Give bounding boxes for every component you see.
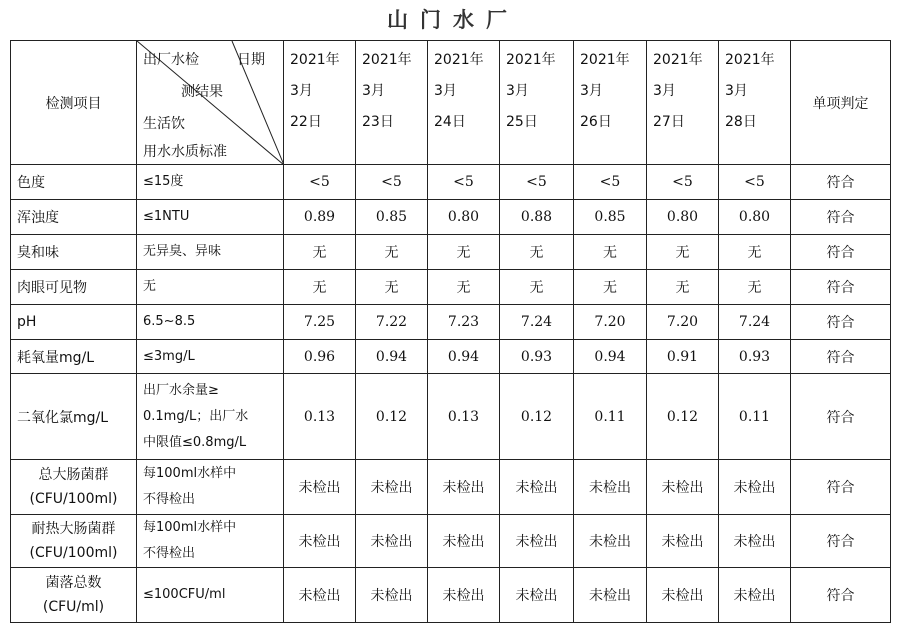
value-cell: 未检出 xyxy=(500,568,574,623)
value-cell: 未检出 xyxy=(356,460,428,515)
item-cell: 二氧化氯mg/L xyxy=(11,374,137,460)
value-cell: 未检出 xyxy=(284,460,356,515)
value-cell: 0.11 xyxy=(719,374,791,460)
value-cell: <5 xyxy=(356,165,428,200)
value-cell: 无 xyxy=(284,235,356,270)
value-cell: 7.24 xyxy=(500,305,574,340)
value-cell: <5 xyxy=(500,165,574,200)
diag-bottom-2: 用水水质标准 xyxy=(143,144,227,160)
date-col-3: 2021年 3月 25日 xyxy=(500,41,574,165)
judge-cell: 符合 xyxy=(791,270,891,305)
value-cell: 未检出 xyxy=(574,515,647,568)
value-cell: 0.88 xyxy=(500,200,574,235)
item-cell: 菌落总数 (CFU/ml) xyxy=(11,568,137,623)
header-diagonal-cell xyxy=(137,41,284,165)
value-cell: 未检出 xyxy=(647,568,719,623)
value-cell: 未检出 xyxy=(428,460,500,515)
value-cell: 未检出 xyxy=(719,460,791,515)
item-cell: 耗氧量mg/L xyxy=(11,340,137,374)
standard-cell: 无 xyxy=(137,270,284,305)
value-cell: <5 xyxy=(574,165,647,200)
item-cell: 总大肠菌群 (CFU/100ml) xyxy=(11,460,137,515)
judge-cell: 符合 xyxy=(791,165,891,200)
value-cell: 0.13 xyxy=(428,374,500,460)
diag-mid: 测结果 xyxy=(181,84,223,100)
value-cell: 无 xyxy=(284,270,356,305)
value-cell: 无 xyxy=(647,235,719,270)
value-cell: 0.89 xyxy=(284,200,356,235)
value-cell: 7.23 xyxy=(428,305,500,340)
value-cell: 7.20 xyxy=(647,305,719,340)
standard-cell: ≤3mg/L xyxy=(137,340,284,374)
value-cell: 无 xyxy=(647,270,719,305)
standard-cell: ≤100CFU/ml xyxy=(137,568,284,623)
value-cell: 无 xyxy=(719,235,791,270)
value-cell: 未检出 xyxy=(647,515,719,568)
diag-top-right: 日期 xyxy=(237,52,265,68)
value-cell: 未检出 xyxy=(356,568,428,623)
date-col-6: 2021年 3月 28日 xyxy=(719,41,791,165)
value-cell: 未检出 xyxy=(500,460,574,515)
standard-cell: ≤15度 xyxy=(137,165,284,200)
page-title: 山门水厂 xyxy=(387,8,519,32)
judge-cell: 符合 xyxy=(791,200,891,235)
value-cell: 0.94 xyxy=(428,340,500,374)
table-row xyxy=(11,460,891,515)
value-cell: 7.25 xyxy=(284,305,356,340)
standard-cell: 出厂水余量≥ 0.1mg/L；出厂水 中限值≤0.8mg/L xyxy=(137,374,284,460)
diag-top-left: 出厂水检 xyxy=(143,52,199,68)
judge-cell: 符合 xyxy=(791,305,891,340)
value-cell: 未检出 xyxy=(719,568,791,623)
value-cell: 7.22 xyxy=(356,305,428,340)
value-cell: 未检出 xyxy=(428,568,500,623)
judge-cell: 符合 xyxy=(791,340,891,374)
date-col-1: 2021年 3月 23日 xyxy=(356,41,428,165)
value-cell: 无 xyxy=(719,270,791,305)
value-cell: <5 xyxy=(719,165,791,200)
value-cell: 无 xyxy=(356,235,428,270)
value-cell: 无 xyxy=(574,270,647,305)
date-col-5: 2021年 3月 27日 xyxy=(647,41,719,165)
standard-cell: 6.5~8.5 xyxy=(137,305,284,340)
table-row xyxy=(11,374,891,460)
item-cell: 色度 xyxy=(11,165,137,200)
header-row xyxy=(11,41,891,165)
value-cell: 0.96 xyxy=(284,340,356,374)
standard-cell: 无异臭、异味 xyxy=(137,235,284,270)
table-row xyxy=(11,515,891,568)
value-cell: 0.91 xyxy=(647,340,719,374)
value-cell: 未检出 xyxy=(284,568,356,623)
judge-cell: 符合 xyxy=(791,374,891,460)
item-cell: 浑浊度 xyxy=(11,200,137,235)
diag-bottom-1: 生活饮 xyxy=(143,116,185,132)
table-row xyxy=(11,235,891,270)
judge-cell: 符合 xyxy=(791,568,891,623)
value-cell: 0.12 xyxy=(356,374,428,460)
value-cell: 未检出 xyxy=(428,515,500,568)
value-cell: 0.94 xyxy=(356,340,428,374)
value-cell: 0.80 xyxy=(647,200,719,235)
date-col-0: 2021年 3月 22日 xyxy=(284,41,356,165)
judge-cell: 符合 xyxy=(791,515,891,568)
water-quality-table xyxy=(10,40,891,623)
value-cell: 无 xyxy=(574,235,647,270)
value-cell: 0.80 xyxy=(428,200,500,235)
table-row xyxy=(11,270,891,305)
value-cell: 未检出 xyxy=(284,515,356,568)
value-cell: 未检出 xyxy=(647,460,719,515)
table-row xyxy=(11,165,891,200)
value-cell: 0.12 xyxy=(647,374,719,460)
standard-cell: ≤1NTU xyxy=(137,200,284,235)
value-cell: <5 xyxy=(428,165,500,200)
table-row xyxy=(11,340,891,374)
item-cell: 耐热大肠菌群 (CFU/100ml) xyxy=(11,515,137,568)
value-cell: 0.80 xyxy=(719,200,791,235)
date-col-2: 2021年 3月 24日 xyxy=(428,41,500,165)
judge-cell: 符合 xyxy=(791,235,891,270)
value-cell: <5 xyxy=(284,165,356,200)
value-cell: 未检出 xyxy=(574,568,647,623)
header-judge: 单项判定 xyxy=(791,41,891,165)
value-cell: 无 xyxy=(500,235,574,270)
judge-cell: 符合 xyxy=(791,460,891,515)
value-cell: 未检出 xyxy=(574,460,647,515)
value-cell: 0.13 xyxy=(284,374,356,460)
value-cell: 未检出 xyxy=(719,515,791,568)
date-col-4: 2021年 3月 26日 xyxy=(574,41,647,165)
item-cell: 肉眼可见物 xyxy=(11,270,137,305)
value-cell: 0.93 xyxy=(719,340,791,374)
table-row xyxy=(11,568,891,623)
item-cell: 臭和味 xyxy=(11,235,137,270)
value-cell: 无 xyxy=(428,235,500,270)
value-cell: 0.11 xyxy=(574,374,647,460)
value-cell: <5 xyxy=(647,165,719,200)
table-row xyxy=(11,200,891,235)
value-cell: 未检出 xyxy=(356,515,428,568)
value-cell: 7.20 xyxy=(574,305,647,340)
value-cell: 无 xyxy=(500,270,574,305)
value-cell: 0.93 xyxy=(500,340,574,374)
header-item: 检测项目 xyxy=(11,41,137,165)
standard-cell: 每100ml水样中 不得检出 xyxy=(137,460,284,515)
value-cell: 0.85 xyxy=(356,200,428,235)
table-row xyxy=(11,305,891,340)
value-cell: 无 xyxy=(428,270,500,305)
value-cell: 未检出 xyxy=(500,515,574,568)
standard-cell: 每100ml水样中 不得检出 xyxy=(137,515,284,568)
value-cell: 0.12 xyxy=(500,374,574,460)
item-cell: pH xyxy=(11,305,137,340)
value-cell: 0.85 xyxy=(574,200,647,235)
value-cell: 0.94 xyxy=(574,340,647,374)
value-cell: 无 xyxy=(356,270,428,305)
value-cell: 7.24 xyxy=(719,305,791,340)
